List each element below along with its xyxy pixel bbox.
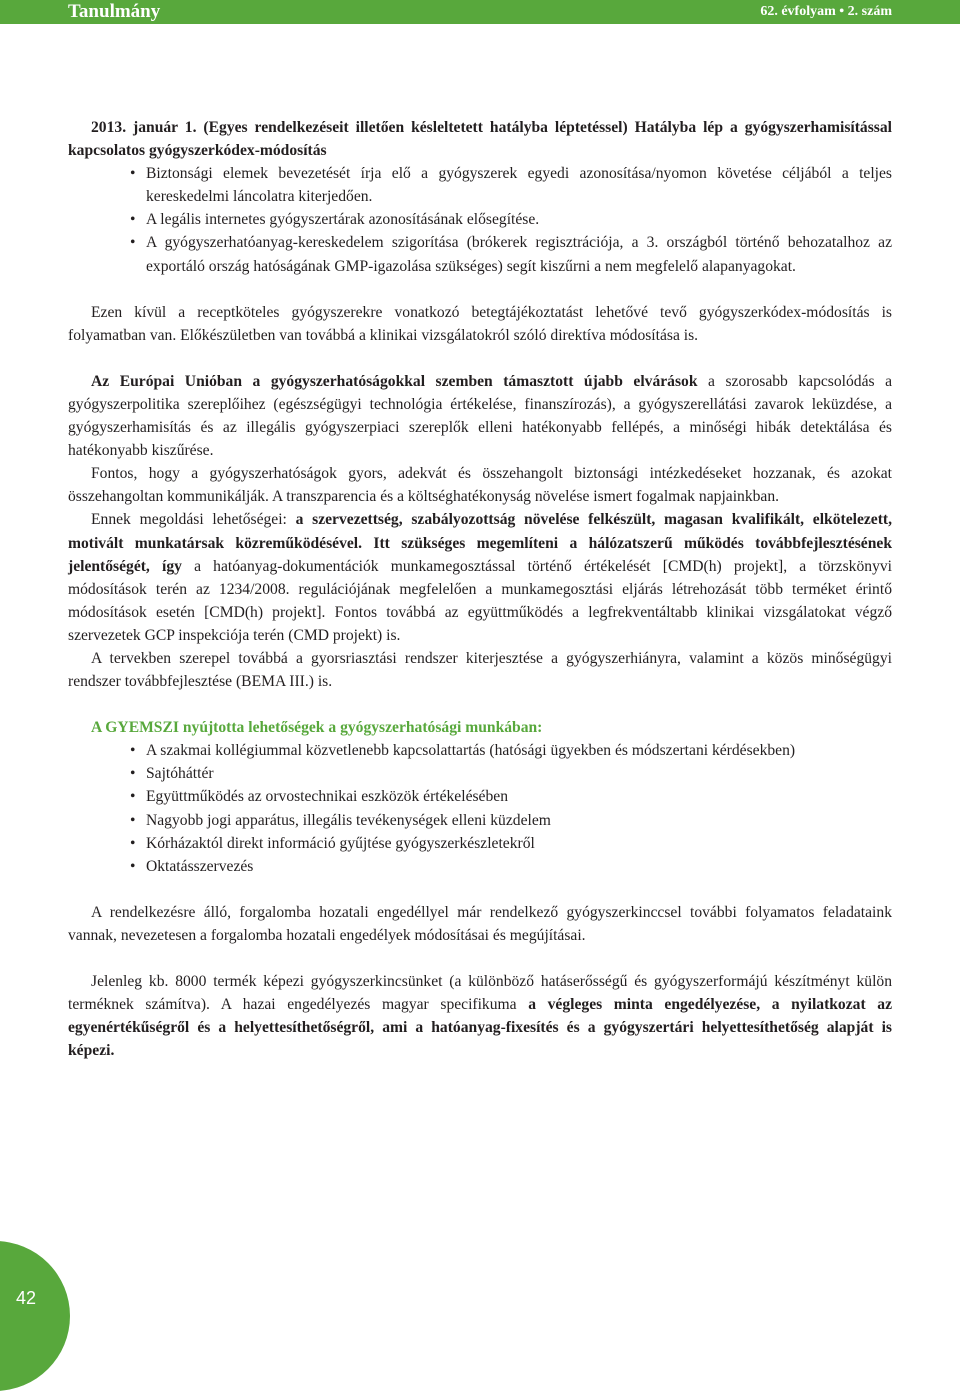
list-item: • A legális internetes gyógyszertárak azonosításának elősegítése.	[146, 208, 892, 231]
article-body	[68, 116, 892, 1062]
list-item: • Biztonsági elemek bevezetését írja elő a gyógyszerek egyedi azonosítása/nyomon követése céljából a teljes kereskedelmi láncolatra kiterjedően.	[146, 162, 892, 208]
paragraph-current	[68, 970, 892, 1062]
text-run: a hatóanyag-dokumentációk munkamegosztással történő értékelését [CMD(h) projekt], a törzskönyvi módosítások terén az 1234/2008. regulációjának megfelelően a munkamegosztási eljárás létrehozását több terméket érintő módosítások esetén [CMD(h) projekt]. Fontos továbbá az együttműködés a legfrekventáltabb klinikai vizsgálatokat végző szervezetek GCP inspekciója terén (CMD projekt) is.	[68, 557, 892, 644]
list-item: • Oktatásszervezés	[146, 855, 892, 878]
text-run: a szorosabb kapcsolódás a gyógyszerpolitika szereplőihez (egészségügyi technológia értékelése, finanszírozás), a gyógyszerellátási zavarok leküzdése, a gyógyszerhamisítás és az illegális gyógyszerpiaci szereplők elleni hatékonyabb fellépés, a minőségi hibák detektálása és hatékonyabb kiszűrése.	[68, 372, 893, 460]
bold-phrase: a szervezettség, szabályozottság növelése felkészült, magasan kvalifikált, elkötelezett, motivált munkatársak közreműködésével. Itt szükséges megemlíteni a hálózatszerű működés továbbfejlesztésének jelentőségét, így	[68, 511, 892, 575]
intro-title: 2013. január 1. (Egyes rendelkezéseit illetően késleltetett hatályba léptetéssel) Hatályba lép a gyógyszerhamisítással kapcsolatos gyógyszerkódex-módosítás	[68, 119, 892, 160]
list-item: • Nagyobb jogi apparátus, illegális tevékenységek elleni küzdelem	[146, 809, 892, 832]
list-item: • A szakmai kollégiummal közvetlenebb kapcsolattartás (hatósági ügyekben és módszertani kérdésekben)	[146, 739, 892, 762]
paragraph: Fontos, hogy a gyógyszerhatóságok gyors, adekvát és összehangolt biztonsági intézkedéseket hozzanak, és azokat összehangoltan kommunikálják. A transzparencia és a költséghatékonyság növelése ismert fogalmak napjainkban.	[68, 465, 892, 506]
text-run: Ennek megoldási lehetőségei:	[91, 511, 296, 529]
paragraph: Ezen kívül a receptköteles gyógyszerekre vonatkozó betegtájékoztatást lehetővé tevő gyógyszerkódex-módosítás is folyamatban van. Előkészületben van továbbá a klinikai vizsgálatokról szóló direktíva módosítása is.	[68, 303, 892, 344]
paragraph-eu	[68, 370, 892, 462]
paragraph-solutions	[68, 508, 892, 647]
list-item: • Kórházaktól direkt információ gyűjtése gyógyszerkészletekről	[146, 832, 892, 855]
intro-bullet-list	[68, 162, 892, 277]
header-bar	[0, 0, 960, 24]
issue-label: 62. évfolyam • 2. szám	[760, 4, 892, 19]
gyemszi-bullet-list	[68, 739, 892, 878]
list-item: • Együttműködés az orvostechnikai eszközök értékelésében	[146, 785, 892, 808]
page-number-badge	[0, 1241, 70, 1391]
section-title: Tanulmány	[68, 1, 161, 22]
section-heading: A GYEMSZI nyújtotta lehetőségek a gyógyszerhatósági munkában:	[91, 719, 543, 737]
bold-phrase: a végleges minta engedélyezése, a nyilatkozat az egyenértékűségről és a helyettesíthetőségről, ami a hatóanyag-fixesítés és a gyógyszertári helyettesíthetőség alapját is képezi.	[68, 996, 892, 1060]
list-item: • Sajtóháttér	[146, 762, 892, 785]
list-item: • A gyógyszerhatóanyag-kereskedelem szigorítása (brókerek regisztrációja, a 3. országból történő behozatalhoz az exportáló ország hatóságának GMP-igazolása szükséges) segít kiszűrni a nem megfelelő alapanyagokat.	[146, 231, 892, 277]
bold-phrase: Az Európai Unióban a gyógyszerhatóságokkal szemben támasztott újabb elvárások	[91, 372, 698, 390]
page-number: 42	[16, 1288, 37, 1308]
text-run: Jelenleg kb. 8000 termék képezi gyógyszerkincsünket (a különböző hatáserősségű és gyógyszerformájú készítményt külön terméknek számítva). A hazai engedélyezés magyar specifikuma	[68, 973, 892, 1014]
paragraph: A rendelkezésre álló, forgalomba hozatali engedéllyel már rendelkező gyógyszerkinccsel további folyamatos feladataink vannak, nevezetesen a forgalomba hozatali engedélyek módosításai és megújításai.	[68, 903, 892, 944]
paragraph: A tervekben szerepel továbbá a gyorsriasztási rendszer kiterjesztése a gyógyszerhiányra, valamint a közös minőségügyi rendszer továbbfejlesztése (BEMA III.) is.	[68, 649, 892, 691]
